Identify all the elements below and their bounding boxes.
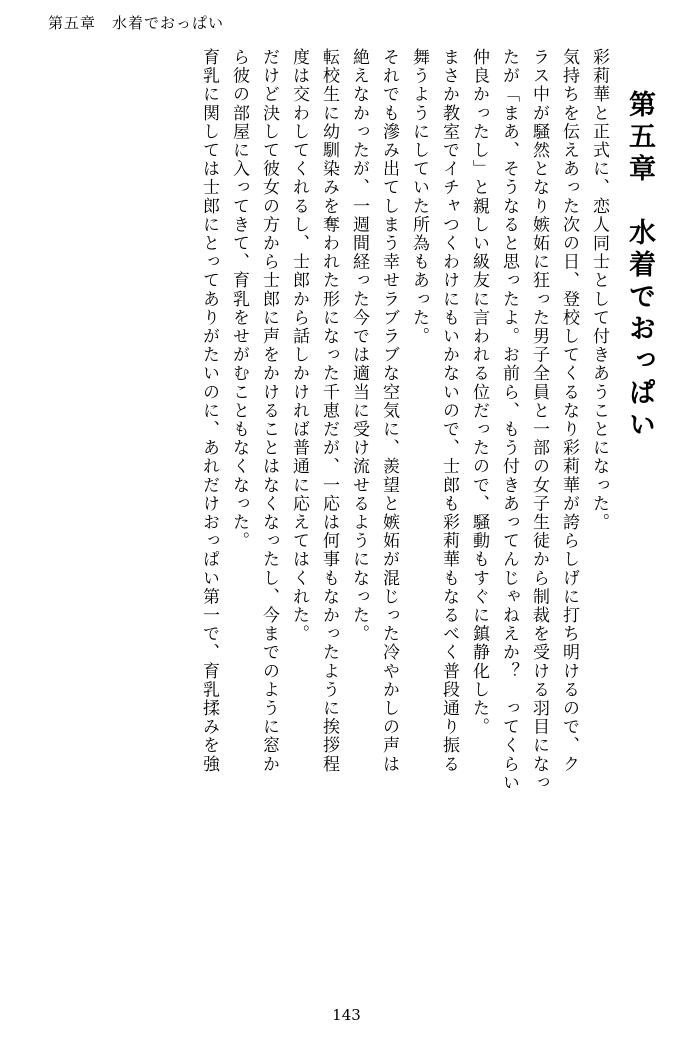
text-column: ラス中が騒然となり嫉妬に狂った男子全員と一部の女子生徒から制裁を受ける羽目になっ xyxy=(529,48,549,792)
text-column: 絶えなかったが、一週間経った今では適当に受け流せるようになった。 xyxy=(349,48,369,644)
text-column: まさか教室でイチャつくわけにもいかないので、士郎も彩莉華もなるべく普段通り振る xyxy=(439,48,459,774)
text-column: 度は交わしてくれるし、士郎から話しかければ普通に応えてはくれた。 xyxy=(289,48,309,644)
text-column: 気持ちを伝えあった次の日、登校してくるなり彩莉華が誇らしげに打ち明けるので、ク xyxy=(559,48,579,774)
vertical-text-body xyxy=(40,48,653,988)
text-column: それでも滲み出てしまう幸せラブラブな空気に、羨望と嫉妬が混じった冷やかしの声は xyxy=(379,48,399,774)
page-number: 143 xyxy=(332,1006,361,1024)
text-column: たが「まあ、そうなると思ったよ。お前ら、もう付きあってんじゃねえか？ ってくらい xyxy=(499,48,519,792)
text-column: 舞うようにしていた所為もあった。 xyxy=(409,48,429,346)
text-column: 仲良かったし」と親しい級友に言われる位だったので、騒動もすぐに鎮静化した。 xyxy=(469,48,489,737)
text-column: 彩莉華と正式に、恋人同士として付きあうことになった。 xyxy=(589,48,609,532)
text-column: 育乳に関しては士郎にとってありがたいのに、あれだけおっぱい第一で、育乳揉みを強 xyxy=(199,48,219,774)
chapter-title: 第五章 水着でおっぱい xyxy=(624,90,655,442)
text-column: ら彼の部屋に入ってきて、育乳をせがむこともなくなった。 xyxy=(229,48,249,551)
running-head: 第五章 水着でおっぱい xyxy=(48,14,225,32)
text-column: 転校生に幼馴染みを奪われた形になった千恵だが、一応は何事もなかったように挨拶程 xyxy=(319,48,339,774)
text-column: だけど決して彼女の方から士郎に声をかけることはなくなったし、今までのように窓か xyxy=(259,48,279,774)
